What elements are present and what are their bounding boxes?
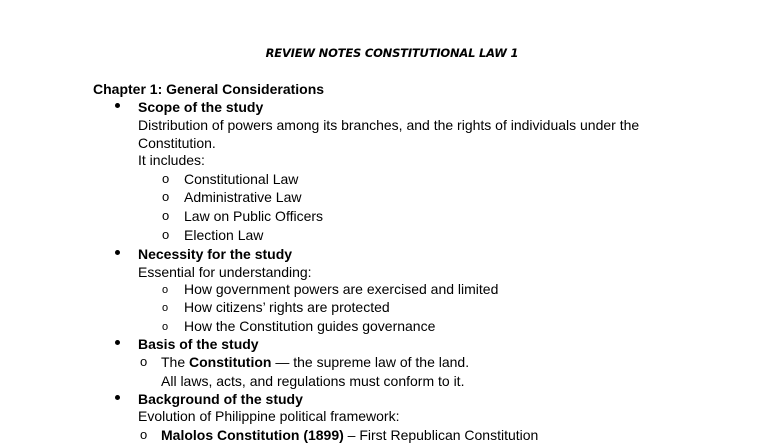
scope-description-line1: Distribution of powers among its branches, and the rights of individuals under the xyxy=(138,117,640,133)
list-item: How citizens’ rights are protected xyxy=(184,299,390,315)
list-item: Administrative Law xyxy=(184,189,302,205)
list-item: How the Constitution guides governance xyxy=(184,318,436,334)
sub-bullet-marker: o xyxy=(162,302,169,314)
chapter-heading: Chapter 1: General Considerations xyxy=(93,81,325,97)
background-item-bold: Malolos Constitution (1899) xyxy=(161,427,344,443)
section-heading-scope: Scope of the study xyxy=(138,99,264,115)
background-item xyxy=(161,426,538,444)
bullet-icon xyxy=(115,340,120,345)
scope-includes-label: It includes: xyxy=(138,152,205,168)
background-item-suffix: – First Republican Constitution xyxy=(343,427,539,443)
list-item: Law on Public Officers xyxy=(184,208,324,224)
basis-item-suffix: — the supreme law of the land. xyxy=(271,354,470,370)
list-item: Election Law xyxy=(184,227,264,243)
background-intro: Evolution of Philippine political framework: xyxy=(138,408,400,424)
sub-bullet-marker: o xyxy=(140,427,148,442)
section-heading-basis: Basis of the study xyxy=(138,336,259,352)
sub-bullet-marker: o xyxy=(162,171,170,186)
list-item: Constitutional Law xyxy=(184,171,299,187)
document-title: REVIEW NOTES CONSTITUTIONAL LAW 1 xyxy=(265,46,519,60)
sub-bullet-marker: o xyxy=(162,321,169,333)
list-item: How government powers are exercised and limited xyxy=(184,281,499,297)
scope-description-line2: Constitution. xyxy=(138,135,216,151)
sub-bullet-marker: o xyxy=(162,208,170,223)
basis-item xyxy=(161,353,469,371)
bullet-icon xyxy=(115,250,120,255)
sub-bullet-marker: o xyxy=(140,354,148,369)
necessity-intro: Essential for understanding: xyxy=(138,264,312,280)
basis-note: All laws, acts, and regulations must conform to it. xyxy=(161,373,465,389)
bullet-icon xyxy=(115,395,120,400)
section-heading-necessity: Necessity for the study xyxy=(138,246,293,262)
sub-bullet-marker: o xyxy=(162,284,169,296)
sub-bullet-marker: o xyxy=(162,189,170,204)
section-heading-background: Background of the study xyxy=(138,391,303,407)
basis-item-bold: Constitution xyxy=(189,354,272,370)
bullet-icon xyxy=(115,103,120,108)
sub-bullet-marker: o xyxy=(162,227,170,242)
basis-item-prefix: The xyxy=(161,354,190,370)
